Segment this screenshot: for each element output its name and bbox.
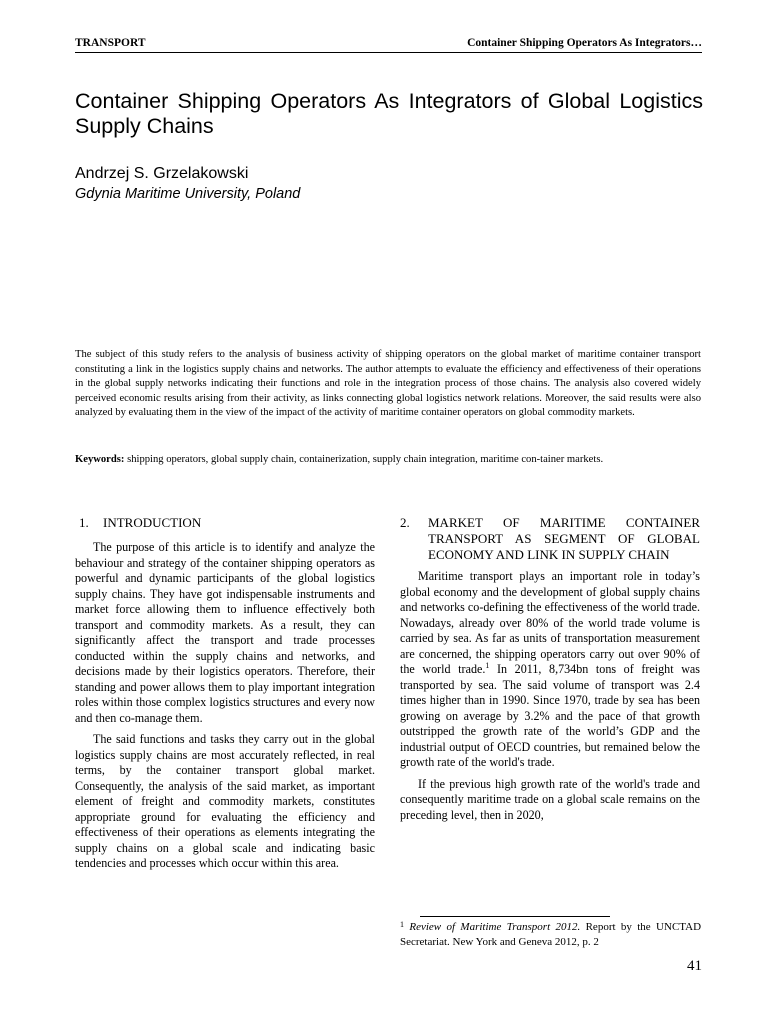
header-section: TRANSPORT <box>75 37 146 49</box>
section-title: INTRODUCTION <box>103 515 202 530</box>
page-number: 41 <box>687 958 702 974</box>
footnote-rule <box>420 916 610 917</box>
footnote-reference: 1 <box>485 660 490 670</box>
footnote-source: Review of Maritime Transport 2012. <box>409 921 581 933</box>
paragraph-text: Maritime transport plays an important role in today’s global economy and the development of global supply chains and networks co-defining the effectiveness of the world trade. Nowadays, already over 80% of the world trade volume is carried by sea. As far as units of transportation measurement are concerned, the shipping operators carry out over 90% of the world trade. <box>400 569 700 676</box>
running-header <box>75 37 702 49</box>
keywords-label: Keywords: <box>75 454 125 465</box>
paragraph: The said functions and tasks they carry out in the global logistics supply chains are most accurately reflected, in real terms, by the container transport global market. Consequently, the analysis of the said market, as important element of freight and commodity markets, constitutes appropriate ground for evaluating the efficiency and effectiveness of their operations as elements integrating the supply chains on a global scale and indicating basic tendencies and processes which occur within this area. <box>75 732 375 870</box>
section-number: 2. <box>400 515 410 530</box>
footnote-marker: 1 <box>400 920 404 929</box>
footnote-text: Report by the UNCTAD Secretariat. New York and Geneva 2012, p. 2 <box>400 921 702 948</box>
keywords <box>75 452 701 468</box>
section-number: 1. <box>79 515 89 530</box>
abstract: The subject of this study refers to the analysis of business activity of shipping operators on the global market of maritime container transport constituting a link in the logistics supply chains and networks. The author attempts to evaluate the efficiency and effectiveness of their operations in the global supply networks indicating their functions and role in the integration process of those chains. The analysis also covered widely perceived economic results arising from their activity, as links connecting global logistics network relations. Moreover, the said results were also analyzed by evaluating them in the view of the impact of the activity of maritime container operators on global commodity markets. <box>75 349 701 419</box>
header-rule <box>75 52 702 53</box>
author-name: Andrzej S. Grzelakowski <box>75 165 249 182</box>
author-affiliation: Gdynia Maritime University, Poland <box>75 186 301 202</box>
paragraph: If the previous high growth rate of the world's trade and consequently maritime trade on a global scale remains on the preceding level, then in 2020, <box>400 776 700 822</box>
paragraph <box>400 569 700 771</box>
section-heading <box>75 515 375 531</box>
section-title: MARKET OF MARITIME CONTAINER TRANSPORT AS SEGMENT OF GLOBAL ECONOMY AND LINK IN SUPPLY CHAIN <box>428 515 700 562</box>
left-column <box>75 515 375 878</box>
paragraph: The purpose of this article is to identify and analyze the behaviour and strategy of the container shipping operators as powerful and dynamic participants of the global logistics supply chains. They have got indispensable instruments and market force allowing them to influence effectively both transport and commodity markets. As a result, they can significantly affect the transport and trade processes conducted within the supply chains and networks, and decisions made by their logistics operators. Therefore, their standing and power allows them to play important integration roles within those complex logistics structures and every now and then co-manage them. <box>75 540 375 725</box>
paragraph-text: In 2011, 8,734bn tons of freight was transported by sea. The said volume of transport was 2.4 times higher than in 1990. Since 1970, trade by sea has been growing on average by 3.2% and the pace of that growth outstripped the growth rate of the world’s GDP and the industrial output of OECD countries, but remained below the growth rate of the world's trade. <box>400 662 700 769</box>
paper-title: Container Shipping Operators As Integrators of Global Logistics Supply Chains <box>75 89 703 138</box>
right-column <box>400 515 700 829</box>
footnote <box>400 920 701 950</box>
keywords-text: shipping operators, global supply chain, containerization, supply chain integration, maritime con-tainer markets. <box>127 454 604 465</box>
section-heading <box>400 515 700 563</box>
header-short-title: Container Shipping Operators As Integrators… <box>467 37 702 49</box>
